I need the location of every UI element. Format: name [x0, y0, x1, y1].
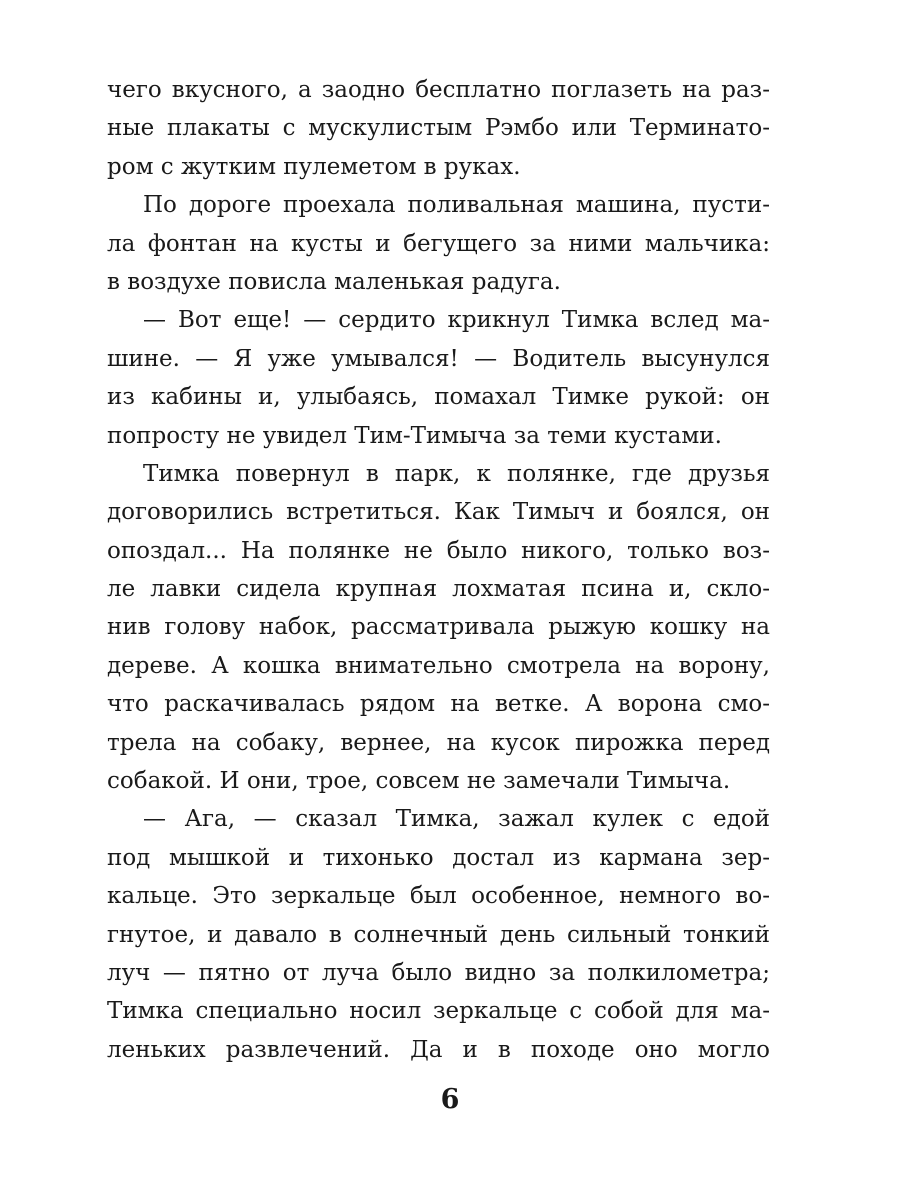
text-line: трела на собаку, вернее, на кусок пирожка перед — [107, 729, 770, 756]
text-line: ные плакаты с мускулистым Рэмбо или Терминато- — [107, 115, 770, 142]
text-line: кальце. Это зеркальце был особенное, немного во- — [107, 883, 770, 910]
text-line: ром с жутким пулеметом в руках. — [107, 153, 521, 180]
paragraph-1 — [107, 71, 770, 186]
text-line: Тимка специально носил зеркальце с собой для ма- — [107, 998, 770, 1025]
text-line: опоздал... На полянке не было никого, только воз- — [107, 537, 770, 564]
text-line: — Вот еще! — сердито крикнул Тимка вслед ма- — [143, 307, 770, 334]
text-line: Тимка повернул в парк, к полянке, где друзья — [143, 460, 770, 487]
text-line: шине. — Я уже умывался! — Водитель высунулся — [107, 345, 770, 372]
text-line: луч — пятно от луча было видно за полкилометра; — [107, 959, 770, 986]
paragraph-3 — [107, 301, 770, 455]
text-line: ле лавки сидела крупная лохматая псина и, скло- — [107, 576, 770, 603]
text-line: что раскачивалась рядом на ветке. А ворона смо- — [107, 691, 770, 718]
text-line: нив голову набок, рассматривала рыжую кошку на — [107, 614, 770, 641]
text-line: договорились встретиться. Как Тимыч и боялся, он — [107, 499, 770, 526]
page-text — [107, 71, 770, 1069]
text-line: — Ага, — сказал Тимка, зажал кулек с едой — [143, 806, 770, 833]
text-line: гнутое, и давало в солнечный день сильный тонкий — [107, 921, 770, 948]
paragraph-5 — [107, 800, 770, 1069]
text-line: попросту не увидел Тим-Тимыча за теми кустами. — [107, 422, 722, 449]
text-line: леньких развлечений. Да и в походе оно могло — [107, 1036, 770, 1063]
paragraph-2 — [107, 186, 770, 301]
text-line: под мышкой и тихонько достал из кармана зер- — [107, 844, 770, 871]
text-line: из кабины и, улыбаясь, помахал Тимке рукой: он — [107, 384, 770, 411]
text-line: По дороге проехала поливальная машина, пусти- — [143, 192, 770, 219]
text-line: ла фонтан на кусты и бегущего за ними мальчика: — [107, 230, 770, 257]
paragraph-4 — [107, 455, 770, 801]
text-line: дереве. А кошка внимательно смотрела на ворону, — [107, 652, 770, 679]
text-line: чего вкусного, а заодно бесплатно поглазеть на раз- — [107, 77, 770, 103]
text-line: в воздухе повисла маленькая радуга. — [107, 268, 561, 295]
page-number: 6 — [440, 1084, 460, 1115]
text-line: собакой. И они, трое, совсем не замечали Тимыча. — [107, 768, 731, 795]
